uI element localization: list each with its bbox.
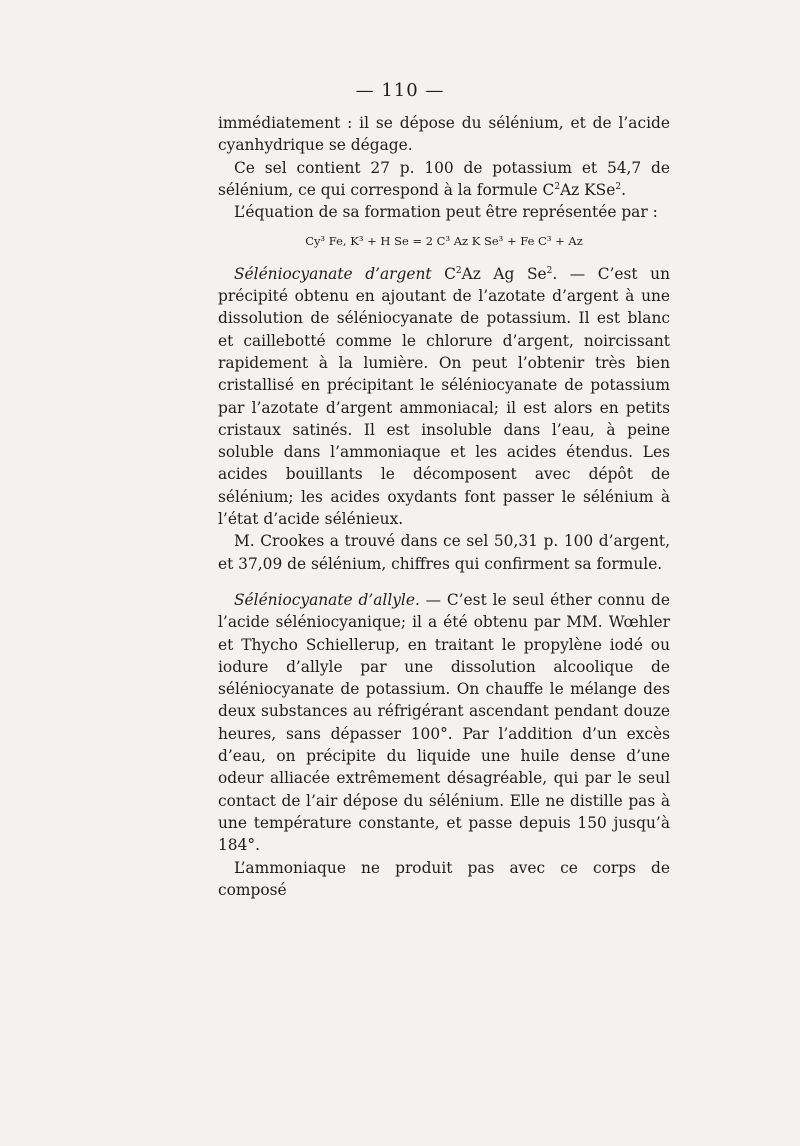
paragraph-silver-selenocyanate [218, 263, 670, 531]
paragraph-continuation: immédiatement : il se dépose du sélénium, et de l’acide cyanhydrique se dégage. [218, 114, 670, 155]
chemical-equation: Cy³ Fe, K³ + H Se = 2 C³ Az K Se³ + Fe C³ + Az [305, 234, 583, 249]
superscript: 2 [455, 265, 462, 276]
paragraph-potassium-content [218, 157, 670, 202]
section-title-silver: Séléniocyanate d’argent [234, 264, 432, 283]
silver-description: . — C’est un précipité obtenu en ajoutant de l’azotate d’argent à une dissolution de séléniocyanate de potassium. Il est blanc et caillebotté comme le chlorure d’argent, noircissant rapidement à la lumière. On peut l’obtenir très bien cristallisé en précipitant le séléniocyanate de potassium par l’azotate d’argent ammoniacal; il est alors en petits cristaux satinés. Il est insoluble dans l’eau, à peine soluble dans l’ammoniaque et les acides étendus. Les acides bouillants le décomposent avec dépôt de sélénium; les acides oxydants font passer le sélénium à l’état d’acide sélénieux. [218, 264, 670, 529]
potassium-text: Ce sel contient 27 p. 100 de potassium et 54,7 de sélénium, ce qui correspond à la formule C [218, 158, 670, 199]
allyl-description: — C’est le seul éther connu de l’acide séléniocyanique; il a été obtenu par MM. Wœhler et Thycho Schiellerup, en traitant le propylène iodé ou iodure d’allyle par une dissolution alcoolique de séléniocyanate de potassium. On chauffe le mélange des deux substances au réfrigérant ascendant pendant douze heures, sans dépasser 100°. Par l’addition d’un excès d’eau, on précipite du liquide une huile dense d’une odeur alliacée extrêmement désagréable, qui par le seul contact de l’air dépose du sélénium. Elle ne distille pas à une température constante, et passe depuis 150 jusqu’à 184°. [218, 590, 670, 855]
superscript: 2 [615, 181, 622, 192]
page-number-header: — 110 — [355, 80, 445, 101]
paragraph-ammonia: L’ammoniaque ne produit pas avec ce corps de composé [218, 858, 670, 899]
superscript: 2 [546, 265, 553, 276]
paragraph-allyl-selenocyanate [218, 589, 670, 857]
silver-formula-a: C [431, 264, 456, 283]
period: . [621, 180, 626, 199]
page-body [218, 112, 670, 901]
section-gap [218, 575, 670, 589]
formula-text: Az KSe [560, 180, 616, 199]
superscript: 2 [554, 181, 561, 192]
silver-formula-b: Az Ag Se [461, 264, 547, 283]
paragraph-equation-intro: L’équation de sa formation peut être représentée par : [234, 203, 658, 222]
section-title-allyl: Séléniocyanate d’allyle. [234, 590, 420, 609]
paragraph-crookes: M. Crookes a trouvé dans ce sel 50,31 p. 100 d’argent, et 37,09 de sélénium, chiffres qui confirment sa formule. [218, 532, 670, 573]
